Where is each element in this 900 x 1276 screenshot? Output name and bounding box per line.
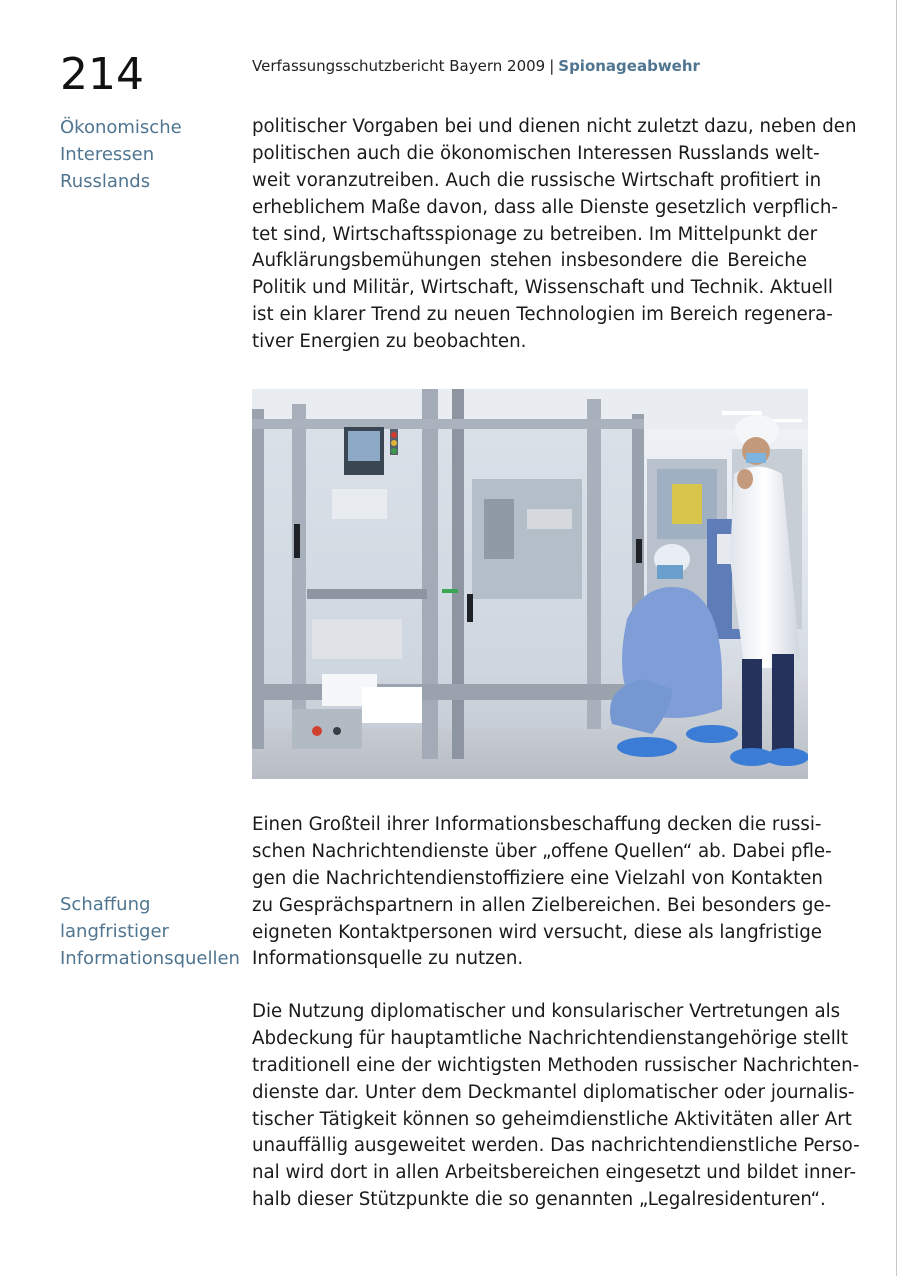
text-line: politischer Vorgaben bei und dienen nicht zuletzt dazu, neben den xyxy=(252,116,857,137)
text-line: gen die Nachrichtendienstoffiziere eine Vielzahl von Kontakten xyxy=(252,867,823,889)
margin-note-line: langfristiger xyxy=(60,921,169,942)
header-separator: | xyxy=(549,57,555,75)
laboratory-photo-illustration xyxy=(252,389,808,779)
text-line: unauffällig ausgeweitet werden. Das nachrichtendienstliche Perso- xyxy=(252,1135,860,1157)
margin-note-informationsquellen xyxy=(60,891,245,972)
section-title: Spionageabwehr xyxy=(558,57,700,75)
text-line: tiver Energien zu beobachten. xyxy=(252,331,527,353)
margin-note-oekonomische-interessen xyxy=(60,114,245,195)
margin-note-line: Ökonomische xyxy=(60,117,182,138)
text-line: weit voranzutreiben. Auch die russische Wirtschaft profitiert in xyxy=(252,169,822,191)
paragraph-2 xyxy=(252,812,832,973)
laboratory-photo xyxy=(252,389,808,779)
page-number: 214 xyxy=(60,49,144,100)
margin-note-line: Schaffung xyxy=(60,894,151,915)
margin-note-line: Interessen xyxy=(60,144,155,165)
text-line: erheblichem Maße davon, dass alle Dienste gesetzlich verpflich- xyxy=(252,196,838,218)
text-line: schen Nachrichtendienste über „offene Quellen“ ab. Dabei pfle- xyxy=(252,840,832,862)
text-line: ist ein klarer Trend zu neuen Technologien im Bereich regenera- xyxy=(252,304,833,326)
text-line: zu Gesprächspartnern in allen Zielbereichen. Bei besonders ge- xyxy=(252,894,832,916)
text-line: Abdeckung für hauptamtliche Nachrichtendienstangehörige stellt xyxy=(252,1027,848,1049)
text-line: halb dieser Stützpunkte die so genannten „Legalresidenturen“. xyxy=(252,1189,826,1211)
text-line: Informationsquelle zu nutzen. xyxy=(252,948,524,970)
report-title: Verfassungsschutzbericht Bayern 2009 xyxy=(252,57,546,75)
text-line: Aufklärungsbemühungen stehen insbesondere die Bereiche xyxy=(252,250,807,272)
text-line: Politik und Militär, Wirtschaft, Wissenschaft und Technik. Aktuell xyxy=(252,277,833,299)
text-line: Die Nutzung diplomatischer und konsularischer Vertretungen als xyxy=(252,1001,841,1022)
text-line: politischen auch die ökonomischen Interessen Russlands welt- xyxy=(252,142,820,164)
text-line: tischer Tätigkeit können so geheimdienstliche Aktivitäten aller Art xyxy=(252,1108,852,1130)
text-line: traditionell eine der wichtigsten Methoden russischer Nachrichten- xyxy=(252,1054,860,1076)
page-edge-line xyxy=(896,0,897,1276)
margin-note-line: Russlands xyxy=(60,171,151,192)
paragraph-1 xyxy=(252,114,857,356)
text-line: dienste dar. Unter dem Deckmantel diplomatischer oder journalis- xyxy=(252,1081,855,1103)
paragraph-3 xyxy=(252,999,860,1214)
running-head xyxy=(252,57,700,75)
text-line: Einen Großteil ihrer Informationsbeschaffung decken die russi- xyxy=(252,814,822,835)
text-line: nal wird dort in allen Arbeitsbereichen eingesetzt und bildet inner- xyxy=(252,1162,857,1184)
text-line: eigneten Kontaktpersonen wird versucht, diese als langfristige xyxy=(252,921,822,943)
margin-note-line: Informationsquellen xyxy=(60,948,240,969)
text-line: tet sind, Wirtschaftsspionage zu betreiben. Im Mittelpunkt der xyxy=(252,223,818,245)
